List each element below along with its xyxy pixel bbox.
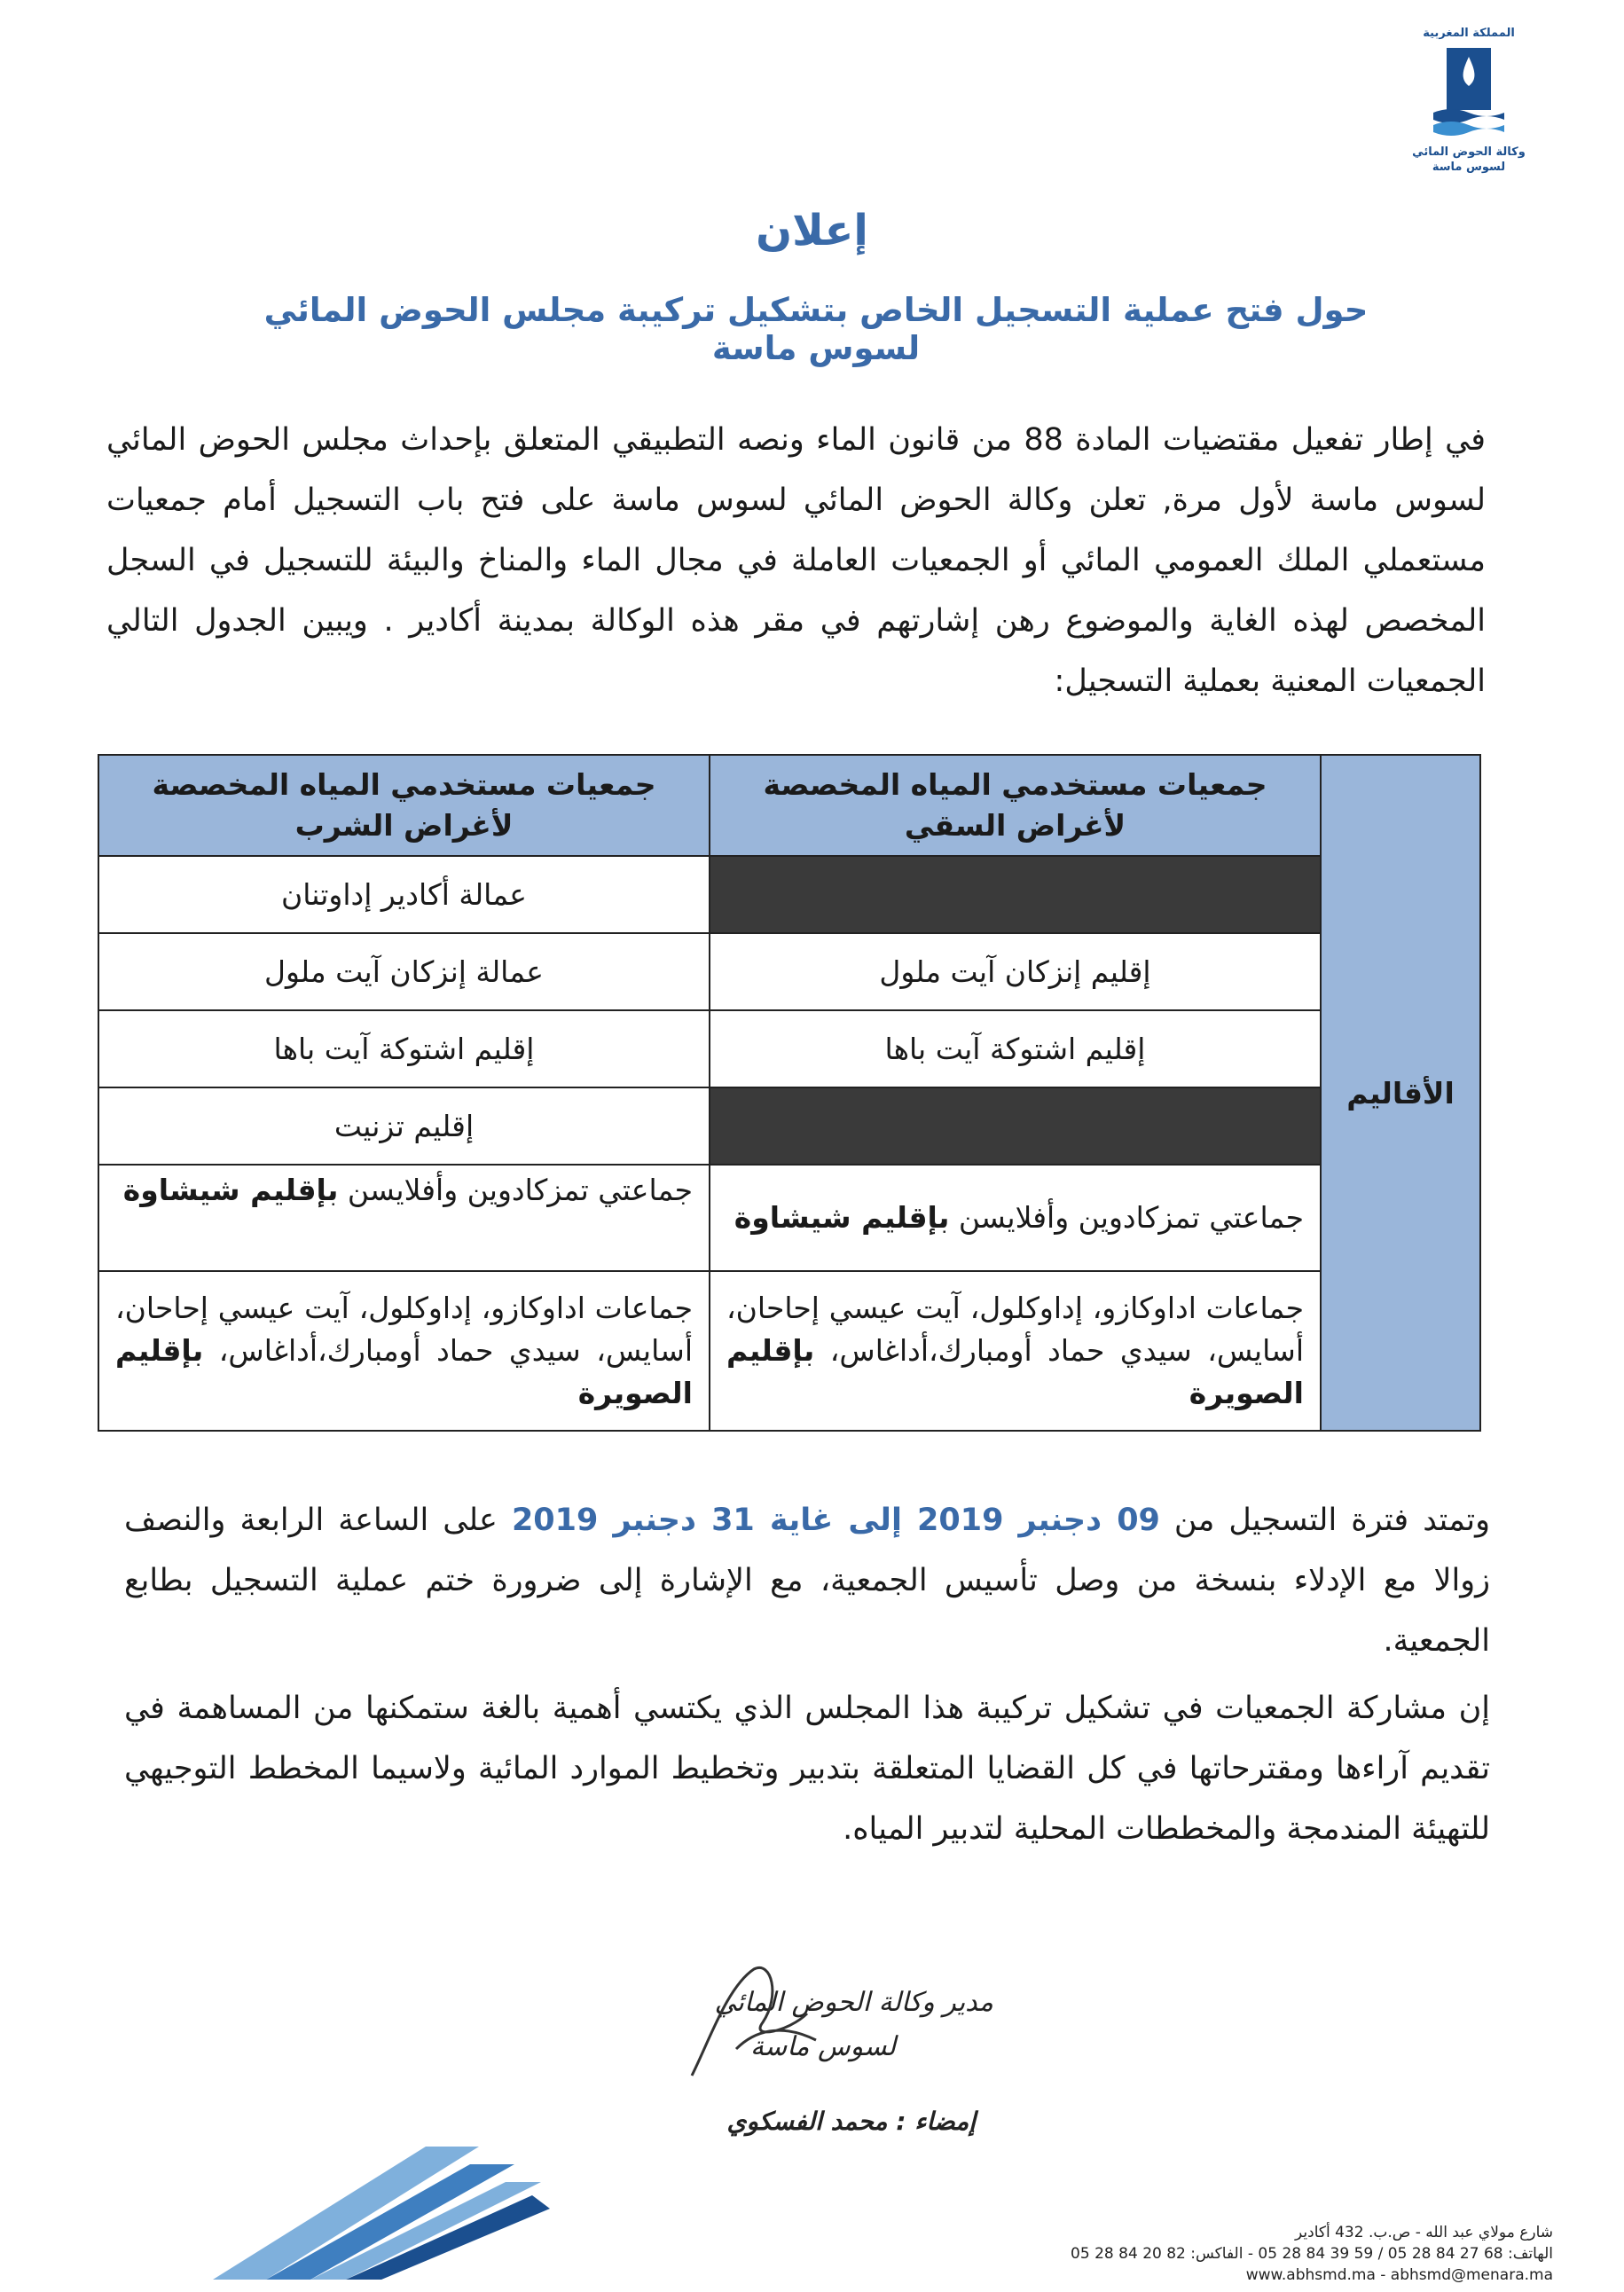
water-basin-logo-icon: [1429, 43, 1509, 141]
agency-name-line2: لسوس ماسة: [1432, 161, 1506, 174]
intro-paragraph: في إطار تفعيل مقتضيات المادة 88 من قانون الماء ونصه التطبيقي المتعلق بإحداث مجلس الحوض المائي لسوس ماسة لأول مرة, تعلن وكالة الحوض المائي لسوس ماسة على فتح باب التسجيل أمام جمعيات مستعملي الملك العمومي المائي أو الجمعيات العاملة في مجال الماء والمناخ والبيئة للتسجيل في السجل المخصص لهذه الغاية والموضوع رهن إشارتهم في مقر هذه الوكالة بمدينة أكادير . ويبين الجدول التالي الجمعيات المعنية بعملية التسجيل:: [106, 422, 1486, 699]
redacted-cell: [710, 1087, 1321, 1165]
date-to: 31 دجنبر 2019: [511, 1503, 755, 1538]
table-cell: عمالة أكادير إداوتنان: [98, 856, 710, 933]
period-text-rest: على الساعة الرابعة والنصف زوالا مع الإدلاء بنسخة من وصل تأسيس الجمعية، مع الإشارة إلى ضرورة ختم عملية التسجيل بطابع الجمعية.: [124, 1503, 1490, 1659]
period-connector: إلى غاية: [754, 1503, 918, 1538]
table-row: [98, 1165, 1480, 1271]
footer-phone: الهاتف: 68 27 84 28 05 / 59 39 84 28 05 - الفاكس: 82 20 84 28 05: [1071, 2245, 1553, 2263]
cell-text: جماعتي تمزكادوين وأفلايسن: [949, 1200, 1304, 1235]
column-header-drinking: جمعيات مستخدمي المياه المخصصة لأغراض الشرب: [98, 755, 710, 856]
period-text: وتمتد فترة التسجيل من: [1159, 1503, 1491, 1538]
table-row: [98, 1010, 1480, 1087]
cell-bold-text: بإقليم الصويرة: [115, 1333, 693, 1410]
signature-block: [568, 1934, 993, 2138]
cell-bold-text: بإقليم شيشاوة: [122, 1173, 339, 1207]
handwritten-signature-icon: [674, 1934, 834, 2093]
footer-stripes-icon: [213, 2120, 550, 2288]
page-subtitle: حول فتح عملية التسجيل الخاص بتشكيل تركيبة مجلس الحوض المائي لسوس ماسة: [263, 291, 1369, 367]
associations-table: [98, 754, 1481, 1432]
footer-contact: [773, 2222, 1553, 2286]
table-cell: إقليم إنزكان آيت ملول: [710, 933, 1321, 1010]
redacted-cell: [710, 856, 1321, 933]
table-cell: [98, 1165, 710, 1271]
signature-title: مدير وكالة الحوض المائي: [714, 1987, 993, 2018]
signature-name: إمضاء : محمد الفسكوي: [726, 2107, 976, 2136]
table-row: [98, 856, 1480, 933]
cell-text: جماعات اداوكازو، إداوكلول، آيت عيسي إحاحان، أسايس، سيدي حماد أومبارك،أداغاس،: [115, 1291, 693, 1368]
participation-paragraph: إن مشاركة الجمعيات في تشكيل تركيبة هذا المجلس الذي يكتسي أهمية بالغة ستمكنها من المساهمة في تقديم آراءها ومقترحاتها في كل القضايا المتعلقة بتدبير وتخطيط الموارد المائية ولاسيما المخطط التوجيهي للتهيئة المندمجة والمخططات المحلية لتدبير المياه.: [124, 1691, 1490, 1847]
table-row: [98, 1271, 1480, 1431]
cell-bold-text: بإقليم شيشاوة: [734, 1200, 950, 1235]
table-row: [98, 933, 1480, 1010]
page-title: إعلان: [756, 206, 868, 255]
table-cell: عمالة إنزكان آيت ملول: [98, 933, 710, 1010]
signature-subtitle: لسوس ماسة: [750, 2031, 896, 2062]
table-cell: إقليم اشتوكة آيت باها: [710, 1010, 1321, 1087]
agency-logo: [1402, 27, 1535, 186]
table-header-row: [98, 755, 1480, 856]
kingdom-label: المملكة المغربية: [1423, 27, 1515, 40]
column-header-irrigation: جمعيات مستخدمي المياه المخصصة لأغراض السقي: [710, 755, 1321, 856]
cell-bold-text: بإقليم الصويرة: [726, 1333, 1304, 1410]
table-cell: إقليم تزنيت: [98, 1087, 710, 1165]
cell-text: جماعتي تمزكادوين وأفلايسن: [338, 1173, 693, 1207]
date-from: 09 دجنبر 2019: [917, 1503, 1160, 1538]
footer-address: شارع مولاي عبد الله - ص.ب. 432 أكادير: [1295, 2224, 1553, 2241]
table-cell: [710, 1271, 1321, 1431]
cell-text: جماعات اداوكازو، إداوكلول، آيت عيسي إحاحان، أسايس، سيدي حماد أومبارك،أداغاس،: [726, 1291, 1304, 1368]
table-cell: إقليم اشتوكة آيت باها: [98, 1010, 710, 1087]
table-row: [98, 1087, 1480, 1165]
footer-web: www.abhsmd.ma - abhsmd@menara.ma: [1245, 2266, 1553, 2284]
table-cell: [98, 1271, 710, 1431]
agency-name-line1: وكالة الحوض المائي: [1412, 145, 1526, 159]
registration-period-paragraph: [124, 1490, 1490, 1671]
region-header: الأقاليم: [1321, 755, 1480, 1431]
table-cell: [710, 1165, 1321, 1271]
